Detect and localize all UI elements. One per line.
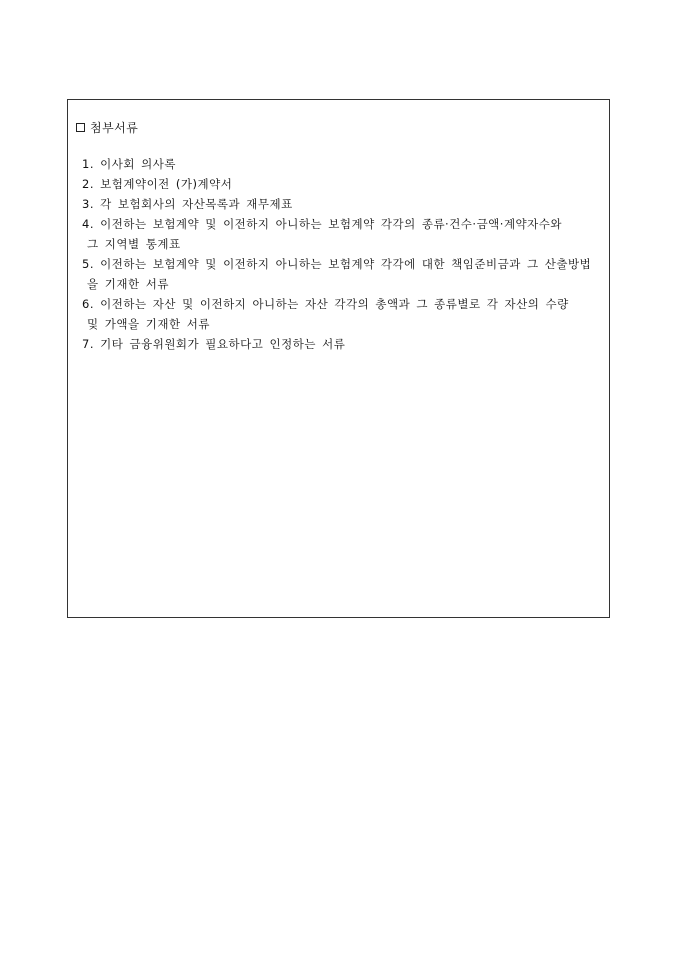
list-item <box>82 254 604 294</box>
list-item-text: 5. 이전하는 보험계약 및 이전하지 아니하는 보험계약 각각에 대한 책임준비금과 그 산출방법 <box>82 257 592 271</box>
list-item <box>82 334 604 354</box>
list-item-text: 4. 이전하는 보험계약 및 이전하지 아니하는 보험계약 각각의 종류·건수·금액·계약자수와 <box>82 217 562 231</box>
list-item-text: 1. 이사회 의사록 <box>82 157 176 171</box>
list-item-continuation: 및 가액을 기재한 서류 <box>87 317 210 331</box>
section-heading <box>76 119 138 136</box>
list-item-text: 7. 기타 금융위원회가 필요하다고 인정하는 서류 <box>82 337 346 351</box>
attachment-box <box>67 99 610 618</box>
list-item <box>82 174 604 194</box>
list-item-text: 2. 보험계약이전 (가)계약서 <box>82 177 233 191</box>
document-list <box>82 154 604 354</box>
list-item <box>82 194 604 214</box>
list-item-continuation: 을 기재한 서류 <box>87 277 169 291</box>
list-item-text: 3. 각 보험회사의 자산목록과 재무제표 <box>82 197 293 211</box>
section-heading-label: 첨부서류 <box>90 121 139 135</box>
checkbox-icon <box>76 123 85 132</box>
list-item <box>82 214 604 254</box>
list-item-text: 6. 이전하는 자산 및 이전하지 아니하는 자산 각각의 총액과 그 종류별로 각 자산의 수량 <box>82 297 569 311</box>
list-item <box>82 294 604 334</box>
list-item <box>82 154 604 174</box>
list-item-continuation: 그 지역별 통계표 <box>87 237 181 251</box>
